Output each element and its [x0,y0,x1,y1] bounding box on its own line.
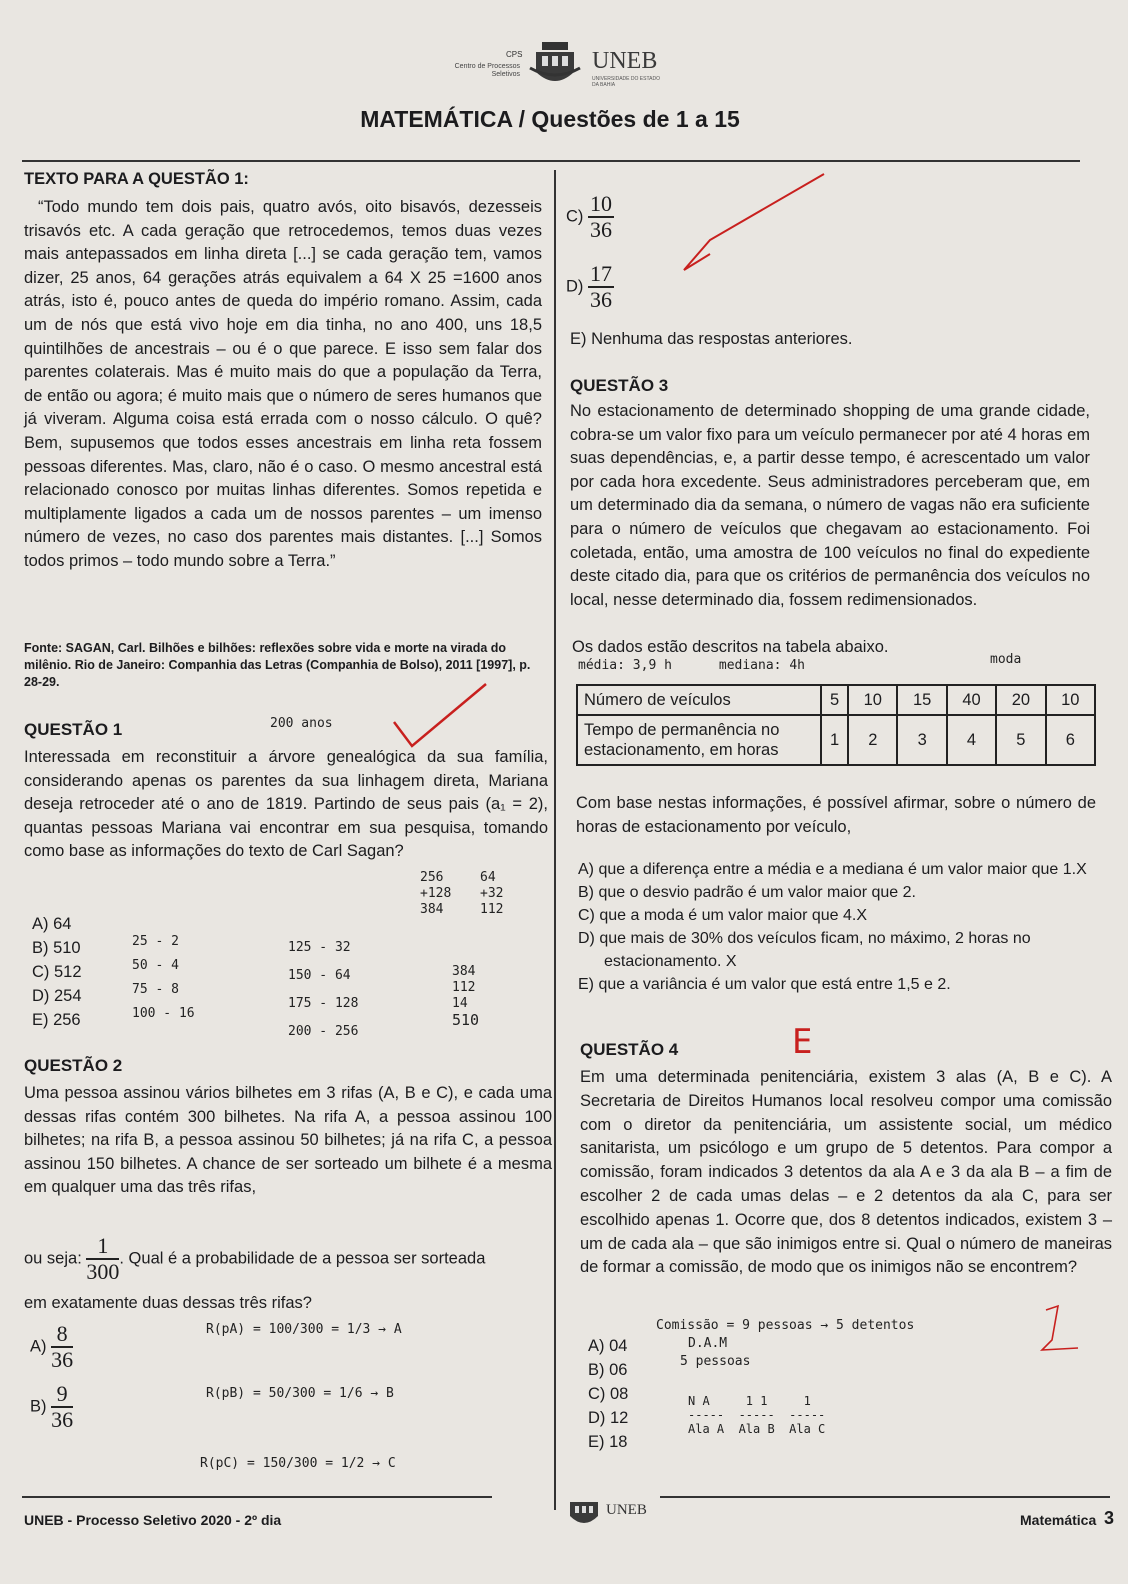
table-cell: 5 [996,715,1045,765]
q3-option-a[interactable]: A) que a diferença entre a média e a mediana é um valor maior que 1.X [578,861,1087,878]
q2-body: Uma pessoa assinou vários bilhetes em 3 rifas (A, B e C), e cada uma dessas rifas contém 300 bilhetes. Na rifa A, a pessoa assinou 100 bilhetes; na rifa B, a pessoa assinou 50 bilhetes; já na rifa C, a pessoa assinou 150 bilhetes. A chance de ser sorteado um bilhete é a mesma em qualquer uma das três rifas, [24,1084,552,1197]
footer-crest-icon [566,1494,602,1535]
table-row [577,715,1095,765]
text-q1-source: Fonte: SAGAN, Carl. Bilhões e bilhões: reflexões sobre vida e morte na virada do milênio. Rio de Janeiro: Companhia das Letras (Companhia de Bolso), 2011 [1997], p. 28-29. [24,641,531,689]
q3-option-c[interactable]: C) que a moda é um valor maior que 4.X [578,907,868,924]
table-cell: 10 [848,685,897,715]
q4-body: Em uma determinada penitenciária, existem 3 alas (A, B e C). A Secretaria de Direitos Humanos local resolveu compor uma comissão com o diretor da penitenciária, um assistente social, um médico sanitarista, um psicólogo e um grupo de 5 detentos. Para compor a comissão, foram indicados 3 detentos da ala A e 3 da ala B – a fim de escolher 2 de cada umas delas – e 2 detentos da ala C, para ser escolhido apenas 1. Ocorre que, dos 8 detentos indicados, existem 3 – um de cada ala – que são inimigos entre si. Qual o número de maneiras de formar a comissão, de modo que os inimigos não se encontrem? [580,1068,1112,1277]
text-q1-heading: TEXTO PARA A QUESTÃO 1: [24,170,249,188]
table-header-cell: Número de veículos [577,685,821,715]
footer-right: Matemática [1020,1512,1097,1528]
table-header-cell: Tempo de permanência no estacionamento, em horas [577,715,821,765]
q4-heading: QUESTÃO 4 [580,1040,679,1059]
table-cell: 6 [1046,715,1095,765]
q4-red-mark-icon [1034,1300,1084,1365]
q4-option-d[interactable]: D) 12 [588,1409,629,1427]
column-divider [554,170,556,1510]
table-cell: 40 [947,685,996,715]
q1-heading: QUESTÃO 1 [24,720,123,739]
q3-body-end: Os dados estão descritos na tabela abaixo. [572,638,889,656]
uneb-crest-icon [528,38,582,92]
uneb-logo-text: UNEB [592,48,658,74]
q2-body2: ou seja: $\frac{1}{300}$ . Qual é a probabilidade de a pessoa ser sorteada [24,1233,486,1284]
q3-data-table [576,684,1096,766]
text-q1-body: “Todo mundo tem dois pais, quatro avós, oito bisavós, dezesseis trisavós etc. A cada geração que retrocedemos, temos duas vezes mais antepassados em linha direta [...] se cada geração tem, vamos dizer, 25 anos, 64 gerações atrás equivalem a 64 X 25 =1600 anos atrás, isto é, pouco antes de queda do império romano. Assim, cada um de nós que está vivo hoje em dia tinha, no ano 400, uns 18,5 quintilhões de ancestrais – ou é o que parece. E isso sem falar dos parentes colaterais. Mas é muito mais do que a população da Terra, de então ou agora; é muito mais que o número de seres humanos que já viveram. Alguma coisa está errada com o nosso cálculo. O quê? Bem, supusemos que todos esses ancestrais em linha reta fossem pessoas diferentes. Mas, claro, não é o caso. O mesmo ancestral está relacionado conosco por muitas linhas diferentes. Somos repetida e multiplamente ligados a cada um de nossos parentes – um imenso número de vezes, no caso dos parentes mais distantes. [...] Somos todos primos – todo mundo sobre a Terra.” [24,198,542,570]
q2-slash-mark-icon [680,170,830,285]
table-cell: 2 [848,715,897,765]
q1-hw-sum1: 256 +128 384 [420,870,452,917]
q4-hw-fractions: N A 1 1 1 ----- ----- ----- Ala A Ala B Ala C [688,1394,826,1436]
table-row [577,685,1095,715]
q1-hw-col1: 25 - 2 50 - 4 75 - 8 100 - 16 [132,934,195,1021]
q2-hw-1: R(pA) = 100/300 = 1/3 → A [206,1322,402,1337]
table-cell: 15 [897,685,946,715]
q1-option-e[interactable]: E) 256 [32,1011,81,1029]
footer-rule-left [22,1496,492,1498]
q4-option-c[interactable]: C) 08 [588,1385,629,1403]
footer-rule-right [660,1496,1110,1498]
q1-checkmark-icon [390,680,490,755]
footer-left: UNEB - Processo Seletivo 2020 - 2º dia [24,1512,282,1528]
q4-options [588,1334,628,1454]
q1-option-c[interactable]: C) 512 [32,963,82,981]
page-title: MATEMÁTICA / Questões de 1 a 15 [360,106,740,132]
q4-option-a[interactable]: A) 04 [588,1337,628,1355]
q1-option-b[interactable]: B) 510 [32,939,81,957]
q4-hw-dam: D.A.M [688,1336,728,1351]
q3-hw-moda: moda [990,652,1022,667]
q2-option-e[interactable]: E) Nenhuma das respostas anteriores. [570,330,853,348]
table-cell: 20 [996,685,1045,715]
q2-fraction: $\frac{1}{300}$ [86,1233,120,1284]
q2-option-d[interactable]: D) $\frac{17}{36}$ [566,261,613,312]
q1-body: Interessada em reconstituir a árvore genealógica da sua família, considerando apenas os parentes da sua linhagem direta, Mariana deseja retroceder até o ano de 1819. Partindo de seus pais (a₁ = 2), quantas pessoas Mariana vai encontrar em sua pesquisa, tomando como base as informações do texto de Carl Sagan? [24,748,548,861]
footer-center: UNEB [606,1502,647,1518]
q1-option-d[interactable]: D) 254 [32,987,82,1005]
table-cell: 1 [821,715,848,765]
q1-hw-sum2: 64 +32 112 [480,870,504,917]
q3-heading: QUESTÃO 3 [570,376,669,395]
q3-hw-answer: E [792,1022,813,1062]
q3-body: No estacionamento de determinado shopping de uma grande cidade, cobra-se um valor fixo para um veículo permanecer por até 4 horas em suas dependências, e, a partir desse tempo, é acrescentado um valor por cada hora excedente. Seus administradores perceberam que, em um determinado dia da semana, o número de vagas não era suficiente para o número de veículos que chegavam ao estacionamento. Foi coletada, então, uma amostra de 100 veículos no final do expediente deste citado dia, para que os critérios de permanência dos veículos no local, nesse determinado dia, fossem redimensionados. [570,402,1090,609]
q2-heading: QUESTÃO 2 [24,1056,123,1075]
header [0,0,1128,170]
q3-option-d[interactable]: D) que mais de 30% dos veículos ficam, no máximo, 2 horas no estacionamento. X [578,930,1031,970]
table-cell: 5 [821,685,848,715]
q2-option-b[interactable]: B) $\frac{9}{36}$ [30,1381,74,1432]
table-cell: 4 [947,715,996,765]
q4-option-e[interactable]: E) 18 [588,1433,628,1451]
q3-option-e[interactable]: E) que a variância é um valor que está entre 1,5 e 2. [578,976,951,993]
q2-option-c[interactable]: C) $\frac{10}{36}$ [566,191,613,242]
q1-hw-note: 200 anos [270,716,333,731]
uneb-subtitle: UNIVERSIDADE DO ESTADO DA BAHIA [592,76,660,88]
q3-hw-stats: média: 3,9 h mediana: 4h [578,658,805,673]
table-cell: 3 [897,715,946,765]
table-cell: 10 [1046,685,1095,715]
q1-hw-col2: 125 - 32 150 - 64 175 - 128 200 - 256 [288,940,359,1039]
q2-hw-2: R(pB) = 50/300 = 1/6 → B [206,1386,394,1401]
q2-hw-3: R(pC) = 150/300 = 1/2 → C [200,1456,396,1471]
q1-options [32,912,82,1032]
q3-option-b[interactable]: B) que o desvio padrão é um valor maior que 2. [578,884,916,901]
cps-subtitle: Centro de Processos Seletivos [454,63,520,78]
q4-hw-pessoas: 5 pessoas [680,1354,751,1369]
header-rule [22,160,1080,162]
cps-label: CPS [506,50,523,59]
q2-option-a[interactable]: A) $\frac{8}{36}$ [30,1321,74,1372]
q1-option-a[interactable]: A) 64 [32,915,72,933]
footer-page-number: 3 [1104,1508,1115,1528]
q3-options [578,858,1098,996]
q1-hw-sum3: 384 112 14 510 [452,964,480,1029]
q2-body3: em exatamente duas dessas três rifas? [24,1294,312,1312]
q3-intro: Com base nestas informações, é possível afirmar, sobre o número de horas de estacionamento por veículo, [576,794,1096,836]
q4-option-b[interactable]: B) 06 [588,1361,628,1379]
q4-hw-note: Comissão = 9 pessoas → 5 detentos [656,1318,915,1333]
